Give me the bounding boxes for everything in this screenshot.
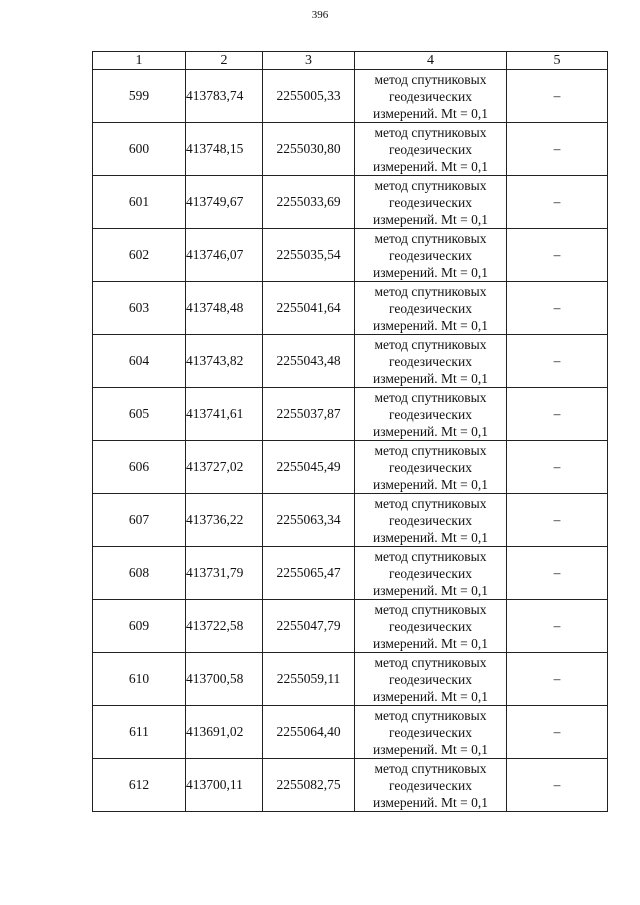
table-row bbox=[93, 335, 608, 388]
note-cell: – bbox=[507, 70, 608, 123]
method-line: метод спутниковых bbox=[374, 283, 487, 299]
point-number-cell: 601 bbox=[93, 176, 186, 229]
method-line: измерений. Mt = 0,1 bbox=[372, 317, 489, 333]
method-line: измерений. Mt = 0,1 bbox=[372, 741, 489, 757]
method-cell bbox=[355, 653, 507, 706]
y-coordinate-cell: 2255043,48 bbox=[263, 335, 355, 388]
y-coordinate-cell: 2255064,40 bbox=[263, 706, 355, 759]
method-line: геодезических bbox=[389, 512, 472, 528]
y-coordinate-cell: 2255065,47 bbox=[263, 547, 355, 600]
x-coordinate-cell: 413743,82 bbox=[186, 335, 263, 388]
method-cell bbox=[355, 547, 507, 600]
point-number-cell: 608 bbox=[93, 547, 186, 600]
method-line: измерений. Mt = 0,1 bbox=[372, 105, 489, 121]
note-cell: – bbox=[507, 176, 608, 229]
method-cell bbox=[355, 229, 507, 282]
table-row bbox=[93, 547, 608, 600]
note-cell: – bbox=[507, 335, 608, 388]
method-line: метод спутниковых bbox=[374, 548, 487, 564]
method-cell bbox=[355, 176, 507, 229]
column-header-5: 5 bbox=[507, 52, 608, 70]
x-coordinate-cell: 413731,79 bbox=[186, 547, 263, 600]
table-row bbox=[93, 123, 608, 176]
note-cell: – bbox=[507, 388, 608, 441]
note-cell: – bbox=[507, 229, 608, 282]
method-line: измерений. Mt = 0,1 bbox=[372, 794, 489, 810]
point-number-cell: 611 bbox=[93, 706, 186, 759]
y-coordinate-cell: 2255035,54 bbox=[263, 229, 355, 282]
method-line: метод спутниковых bbox=[374, 495, 487, 511]
method-line: измерений. Mt = 0,1 bbox=[372, 370, 489, 386]
method-line: метод спутниковых bbox=[374, 177, 487, 193]
method-line: метод спутниковых bbox=[374, 124, 487, 140]
method-line: измерений. Mt = 0,1 bbox=[372, 635, 489, 651]
y-coordinate-cell: 2255030,80 bbox=[263, 123, 355, 176]
method-line: метод спутниковых bbox=[374, 230, 487, 246]
y-coordinate-cell: 2255047,79 bbox=[263, 600, 355, 653]
method-line: геодезических bbox=[389, 300, 472, 316]
point-number-cell: 609 bbox=[93, 600, 186, 653]
table-row bbox=[93, 600, 608, 653]
point-number-cell: 606 bbox=[93, 441, 186, 494]
x-coordinate-cell: 413749,67 bbox=[186, 176, 263, 229]
method-line: геодезических bbox=[389, 247, 472, 263]
method-cell bbox=[355, 123, 507, 176]
method-line: измерений. Mt = 0,1 bbox=[372, 158, 489, 174]
method-cell bbox=[355, 70, 507, 123]
method-cell bbox=[355, 335, 507, 388]
method-line: геодезических bbox=[389, 724, 472, 740]
method-line: геодезических bbox=[389, 353, 472, 369]
note-cell: – bbox=[507, 706, 608, 759]
point-number-cell: 612 bbox=[93, 759, 186, 812]
table-header-row bbox=[93, 52, 608, 70]
note-cell: – bbox=[507, 282, 608, 335]
y-coordinate-cell: 2255082,75 bbox=[263, 759, 355, 812]
method-line: геодезических bbox=[389, 565, 472, 581]
method-line: геодезических bbox=[389, 88, 472, 104]
point-number-cell: 599 bbox=[93, 70, 186, 123]
method-line: геодезических bbox=[389, 141, 472, 157]
note-cell: – bbox=[507, 547, 608, 600]
column-header-1: 1 bbox=[93, 52, 186, 70]
y-coordinate-cell: 2255041,64 bbox=[263, 282, 355, 335]
note-cell: – bbox=[507, 123, 608, 176]
y-coordinate-cell: 2255045,49 bbox=[263, 441, 355, 494]
x-coordinate-cell: 413748,15 bbox=[186, 123, 263, 176]
method-line: измерений. Mt = 0,1 bbox=[372, 529, 489, 545]
point-number-cell: 603 bbox=[93, 282, 186, 335]
table-row bbox=[93, 282, 608, 335]
x-coordinate-cell: 413727,02 bbox=[186, 441, 263, 494]
table-row bbox=[93, 494, 608, 547]
method-line: метод спутниковых bbox=[374, 336, 487, 352]
method-line: метод спутниковых bbox=[374, 71, 487, 87]
method-line: геодезических bbox=[389, 194, 472, 210]
method-cell bbox=[355, 600, 507, 653]
method-line: измерений. Mt = 0,1 bbox=[372, 211, 489, 227]
method-line: геодезических bbox=[389, 618, 472, 634]
method-line: геодезических bbox=[389, 777, 472, 793]
method-cell bbox=[355, 441, 507, 494]
x-coordinate-cell: 413741,61 bbox=[186, 388, 263, 441]
table-row bbox=[93, 759, 608, 812]
note-cell: – bbox=[507, 759, 608, 812]
x-coordinate-cell: 413722,58 bbox=[186, 600, 263, 653]
y-coordinate-cell: 2255037,87 bbox=[263, 388, 355, 441]
table-body bbox=[93, 70, 608, 812]
method-line: метод спутниковых bbox=[374, 442, 487, 458]
page-number: 396 bbox=[311, 9, 329, 21]
column-header-4: 4 bbox=[355, 52, 507, 70]
x-coordinate-cell: 413746,07 bbox=[186, 229, 263, 282]
coordinates-table bbox=[92, 51, 608, 812]
method-cell bbox=[355, 388, 507, 441]
table-row bbox=[93, 70, 608, 123]
note-cell: – bbox=[507, 600, 608, 653]
method-line: метод спутниковых bbox=[374, 654, 487, 670]
method-line: метод спутниковых bbox=[374, 760, 487, 776]
method-line: метод спутниковых bbox=[374, 389, 487, 405]
method-cell bbox=[355, 282, 507, 335]
method-line: измерений. Mt = 0,1 bbox=[372, 423, 489, 439]
table-row bbox=[93, 229, 608, 282]
x-coordinate-cell: 413700,11 bbox=[186, 759, 263, 812]
method-line: метод спутниковых bbox=[374, 601, 487, 617]
method-line: измерений. Mt = 0,1 bbox=[372, 476, 489, 492]
column-header-2: 2 bbox=[186, 52, 263, 70]
method-line: измерений. Mt = 0,1 bbox=[372, 688, 489, 704]
method-line: геодезических bbox=[389, 406, 472, 422]
x-coordinate-cell: 413748,48 bbox=[186, 282, 263, 335]
x-coordinate-cell: 413700,58 bbox=[186, 653, 263, 706]
method-line: измерений. Mt = 0,1 bbox=[372, 264, 489, 280]
y-coordinate-cell: 2255033,69 bbox=[263, 176, 355, 229]
point-number-cell: 604 bbox=[93, 335, 186, 388]
point-number-cell: 600 bbox=[93, 123, 186, 176]
table-row bbox=[93, 388, 608, 441]
note-cell: – bbox=[507, 494, 608, 547]
method-cell bbox=[355, 759, 507, 812]
point-number-cell: 610 bbox=[93, 653, 186, 706]
method-line: геодезических bbox=[389, 671, 472, 687]
table-row bbox=[93, 176, 608, 229]
method-line: измерений. Mt = 0,1 bbox=[372, 582, 489, 598]
table-row bbox=[93, 653, 608, 706]
method-line: геодезических bbox=[389, 459, 472, 475]
point-number-cell: 602 bbox=[93, 229, 186, 282]
point-number-cell: 605 bbox=[93, 388, 186, 441]
method-cell bbox=[355, 706, 507, 759]
note-cell: – bbox=[507, 441, 608, 494]
x-coordinate-cell: 413736,22 bbox=[186, 494, 263, 547]
y-coordinate-cell: 2255005,33 bbox=[263, 70, 355, 123]
column-header-3: 3 bbox=[263, 52, 355, 70]
x-coordinate-cell: 413691,02 bbox=[186, 706, 263, 759]
table-row bbox=[93, 706, 608, 759]
method-cell bbox=[355, 494, 507, 547]
x-coordinate-cell: 413783,74 bbox=[186, 70, 263, 123]
point-number-cell: 607 bbox=[93, 494, 186, 547]
table-row bbox=[93, 441, 608, 494]
note-cell: – bbox=[507, 653, 608, 706]
y-coordinate-cell: 2255059,11 bbox=[263, 653, 355, 706]
method-line: метод спутниковых bbox=[374, 707, 487, 723]
y-coordinate-cell: 2255063,34 bbox=[263, 494, 355, 547]
